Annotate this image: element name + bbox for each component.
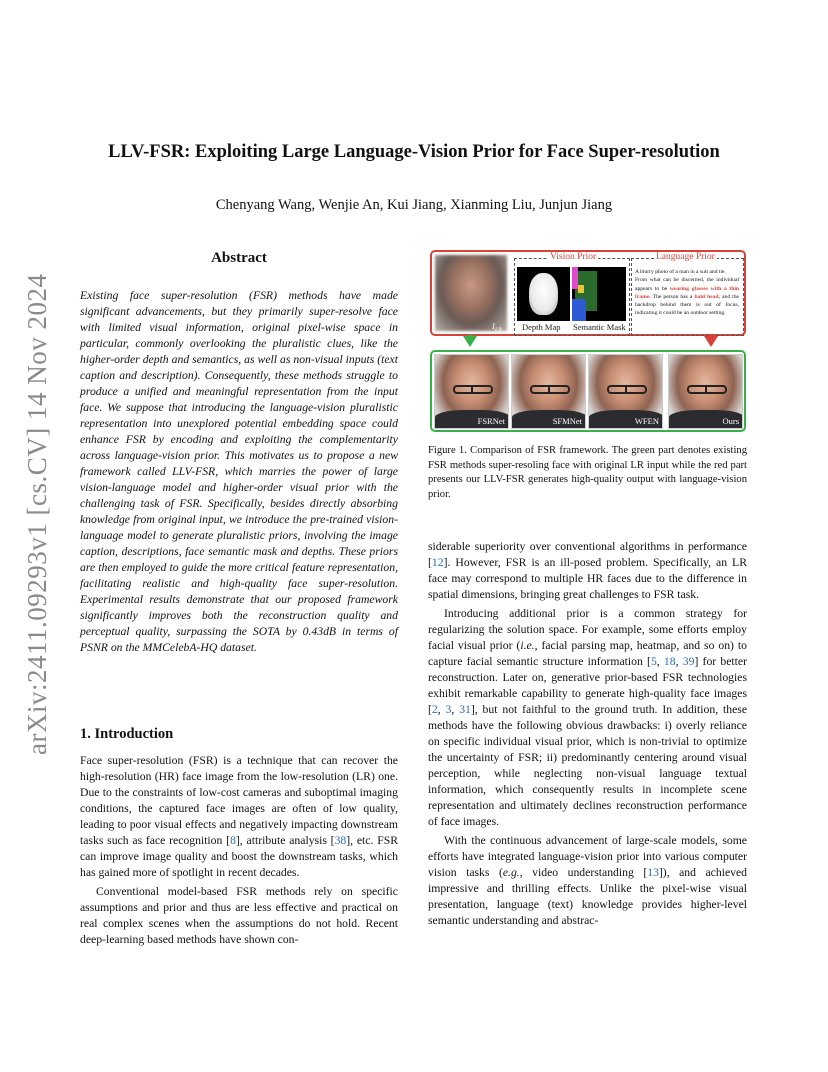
intro-paragraph-4: Introducing additional prior is a common strategy for regularizing the solution space. For example, some efforts employ facial visual prior (i.e., facial parsing map, heatmap, and so on) to capture facial semantic structure information [5, 18, 39] for better reconstruction. Later on, generative prior-based FSR technologies exhibit remarkable capability to generate high-quality face images [2, 3, 31], but not faithful to the ground truth. In addition, these methods have the following obvious drawbacks: i) overly reliance on specific individual visual prior, which is non-trivial to optimize the uncertainty of FSR; ii) predominantly centering around visual perception, while neglecting non-visual language textual information, which consequently results in incomplete scene representation and ultimately declines reconstruction performance of face images. xyxy=(428,607,748,828)
intro-paragraph-2: Conventional model-based FSR methods rely on specific assumptions and prior and thus are less effective and practical on real complex scenes when the assumptions do not hold. Recent deep-learning based methods have shown con- xyxy=(80,885,398,946)
abstract-text: Existing face super-resolution (FSR) methods have made significant advancements, but they primarily super-resolve face with limited visual information, original pixel-wise space in particular, commonly overlooking the pluralistic clues, like the higher-order depth and semantics, as well as non-visual inputs (text caption and description). Consequently, these methods struggle to produce a unified and meaningful representation from the input face. We suppose that introducing the language-vision pluralistic representation into unexplored potential embedding space could enhance FSR by encoding and exploiting the complementarity across language-vision prior. This motivates us to propose a new framework called LLV-FSR, which marries the power of large vision-language model and higher-order visual prior with the challenging task of FSR. Specifically, besides directly absorbing knowledge from original input, we introduce the pre-trained vision-language model to generate pluralistic priors, involving the image caption, descriptions, face semantic mask and depths. These priors are then employed to guide the more critical feature representation, facilitating realistic and high-quality face super-resolution. Experimental results demonstrate that our proposed framework significantly improves both the reconstruction quality and perceptual quality, surpassing the SOTA by 0.43dB in terms of PSNR on the MMCelebA-HQ dataset. xyxy=(80,289,398,654)
section-heading-introduction: 1. Introduction xyxy=(80,726,174,742)
intro-paragraph-3: siderable superiority over conventional algorithms in performance [12]. However, FSR is an ill-posed problem. Specifically, an LR face may correspond to multiple HR faces due to the difference in spatial dimensions, bringing great challenges to FSR task. xyxy=(428,540,747,601)
citation-link[interactable]: 13 xyxy=(647,866,659,879)
intro-column-right xyxy=(428,539,747,929)
citation-link[interactable]: 38 xyxy=(334,834,347,847)
citation-link[interactable]: 2 xyxy=(431,703,438,716)
lr-image-label: $I_{LR}$ xyxy=(492,321,502,334)
citation-link[interactable]: 39 xyxy=(682,655,695,668)
figure-1-caption: Figure 1. Comparison of FSR framework. The green part denotes existing FSR methods super-resoling face with original LR input while the red part presents our LLV-FSR generates high-quality output with language-vision prior. xyxy=(428,445,747,500)
result-image-fsrnet: FSRNet xyxy=(434,354,509,429)
result-image-sfmnet: SFMNet xyxy=(511,354,586,429)
paper-title: LLV-FSR: Exploiting Large Language-Vision Prior for Face Super-resolution xyxy=(108,142,720,162)
depth-map-image xyxy=(517,267,570,321)
green-down-arrow-icon xyxy=(463,336,477,347)
figure-1 xyxy=(430,250,748,433)
language-prior-title: Language Prior xyxy=(656,252,715,262)
author-list: Chenyang Wang, Wenjie An, Kui Jiang, Xianming Liu, Junjun Jiang xyxy=(215,197,613,213)
citation-link[interactable]: 5 xyxy=(650,655,657,668)
intro-column-left xyxy=(80,753,398,948)
result-image-wfen: WFEN xyxy=(588,354,663,429)
citation-link[interactable]: 12 xyxy=(431,556,444,569)
citation-link[interactable]: 18 xyxy=(663,655,676,668)
lr-input-image xyxy=(435,255,507,331)
semantic-mask-label: Semantic Mask xyxy=(573,322,626,332)
vision-prior-title: Vision Prior xyxy=(550,252,597,262)
abstract-heading: Abstract xyxy=(211,250,267,266)
citation-link[interactable]: 31 xyxy=(459,703,471,716)
arxiv-watermark: arXiv:2411.09293v1 [cs.CV] 14 Nov 2024 xyxy=(22,273,52,755)
intro-paragraph-5: With the continuous advancement of large-scale models, some efforts have integrated language-vision prior into various computer vision tasks (e.g., video understanding [13]), and achieved impressive and thrilling effects. Unlike the pixel-wise visual presentation, language (text) knowledge provides higher-level semantic understanding and abstrac- xyxy=(428,834,748,927)
citation-link[interactable]: 8 xyxy=(230,834,236,847)
red-down-arrow-icon xyxy=(704,336,718,347)
language-prior-text: A blurry photo of a man in a suit and tie. From what can be discerned, the individual appears to be wearing glasses with a thin frame. The person has a bald head, and the backdrop behind them is out of focus, indicating it could be an outdoor setting. xyxy=(635,269,740,317)
semantic-mask-image xyxy=(572,267,626,321)
citation-link[interactable]: 3 xyxy=(445,703,452,716)
intro-paragraph-1: Face super-resolution (FSR) is a technique that can recover the high-resolution (HR) face image from the low-resolution (LR) one. Due to the constraints of low-cost cameras and suboptimal imaging conditions, the captured face images are often of low quality, leading to poor visual effects and negatively impacting downstream tasks such as face recognition [8], attribute analysis [38], etc. FSR can improve image quality and boost the downstream tasks, which has gained more of spotlight in recent decades. xyxy=(80,754,398,879)
depth-map-label: Depth Map xyxy=(522,322,561,332)
result-image-ours: Ours xyxy=(668,354,743,429)
